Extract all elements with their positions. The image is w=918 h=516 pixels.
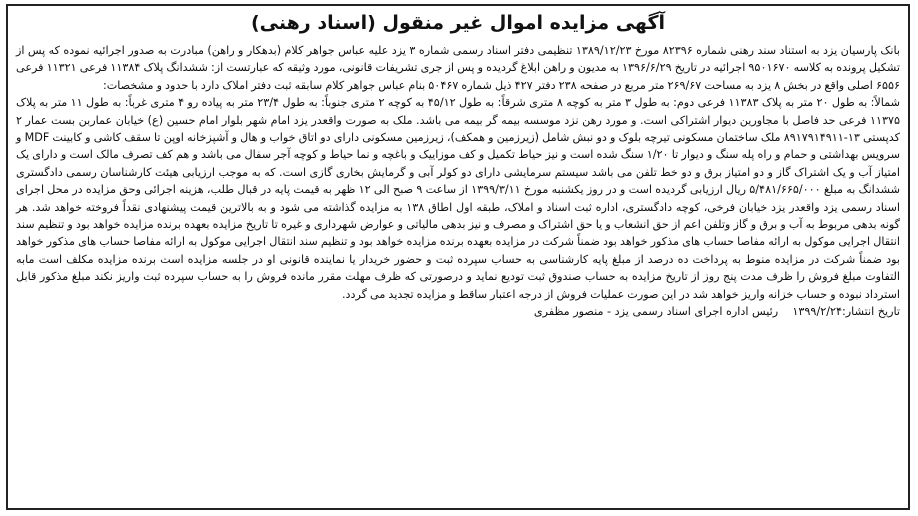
notice-body — [16, 42, 900, 303]
auction-notice — [6, 4, 910, 510]
notice-footer — [16, 303, 900, 320]
notice-title: آگهی مزایده اموال غیر منقول (اسناد رهنی) — [250, 12, 666, 34]
publish-date: ۱۳۹۹/۲/۲۴ — [792, 305, 843, 319]
notice-paragraph-property: بانک پارسیان یزد به استناد سند رهنی شماره ۸۲۳۹۶ مورخ ۱۳۸۹/۱۲/۲۳ تنظیمی دفتر اسناد رسمی شماره ۳ یزد علیه عباس جواهر کلام (بدهکار و راهن) مبادرت به صدور اجرائیه نموده که پس از تشکیل پرونده به کلاسه ۹۵۰۱۶۷۰ اجرائیه در تاریخ ۱۳۹۶/۶/۲۹ به مدیون و راهن ابلاغ گردیده و پس از جری تشریفات قانونی، مورد وثیقه که عبارتست از: ششدانگ پلاک ۱۱۳۸۴ فرعی ۱۱۳۲۱ فرعی ۶۵۵۶ اصلی واقع در بخش ۸ یزد به مساحت ۲۶۹/۶۷ متر مربع در صفحه ۲۳۸ دفتر ۴۲۷ ذیل شماره ۵۰۴۶۷ بنام عباس جواهر کلام سابقه ثبت دفتر املاک دارد با حدود و مشخصات: — [16, 44, 901, 92]
signature: رئیس اداره اجرای اسناد رسمی یزد - منصور مظفری — [533, 305, 779, 319]
notice-paragraph-boundaries: شمالاً: به طول ۲۰ متر به پلاک ۱۱۳۸۳ فرعی دوم: به طول ۳ متر به کوچه ۸ متری شرقاً: به طول ۴۵/۱۲ به کوچه ۲ متری جنوباً: به طول ۲۳/۴ متر به پیاده رو ۴ متری غرباً: به طول ۱۱ متر به پلاک ۱۱۳۷۵ فرعی حد فاصل با مجاورین دیوار اشتراکی است. و مورد رهن نزد موسسه بیمه گر بیمه می باشد. ملک به صورت واقعدر یزد امام شهر بلوار امام حسین (ع) خیابان عماربن بست عمار ۲ کدپستی ۱۳-۸۹۱۷۹۱۴۹۱۱ ملک ساختمان مسکونی تیرچه بلوک و دو نبش شامل (زیرزمین و همکف)، زیرزمین مسکونی دارای دو اتاق خواب و هال و آشپزخانه اوپن تا سقف کاشی و کابینت MDF و سرویس بهداشتی و حمام و راه پله سنگ و دیوار تا ۱/۲۰ سنگ شده است و نیز حیاط تکمیل و کف موزاییک و باغچه و نما حیاط و کوچه آجر سفال می باشد و هم کف تصرف مالک است و دارای یک امتیاز آب و یک اشتراک گاز و دو امتیاز برق و دو خط تلفن می باشد سیستم سرمایشی دارای دو کولر آبی و گرمایش بخاری گازی است. که به موجب ارزیابی هیئت کارشناسان رسمی دادگستری ششدانگ به مبلغ ۵/۴۸۱/۶۶۵/۰۰۰ ریال ارزیابی گردیده است و در روز یکشنبه مورخ ۱۳۹۹/۳/۱۱ از ساعت ۹ صبح الی ۱۲ ظهر به قیمت پایه در قبال طلب، هزینه اجرائی وحق مزایده در محل اجرای اسناد رسمی یزد واقعدر یزد خیابان فرخی، کوچه دادگستری، اداره ثبت اسناد و املاک، طبقه اول اطاق ۱۳۸ به مزایده گذاشته می شود و به بالاترین قیمت پیشنهادی نقداً فروخته خواهد شد. هر گونه بدهی مربوط به آب و برق و گاز وتلفن اعم از حق انشعاب و یا حق اشتراک و مصرف و نیز بدهی مالیاتی و عوارض شهرداری و غیره تا تاریخ مزایده بعهده برنده مزایده خواهد بود و تنظیم سند انتقال اجرایی موکول به ارائه مفاصا حساب های مذکور خواهد بود ضمناً شرکت در مزایده بعهده برنده مزایده خواهد بود و تنظیم سند انتقال اجرایی موکول به ارائه مفاصا حساب های مذکور خواهد بود ضمناً شرکت در مزایده منوط به پرداخت ده درصد از مبلغ پایه کارشناسی به حساب سپرده ثبت و حضور خریدار یا نماینده قانونی او در جلسه مزایده است برنده مزایده مکلف است مابه التفاوت مبلغ فروش را ظرف مدت پنج روز از تاریخ مزایده به حساب صندوق ثبت تودیع نماید و درصورتی که ظرف مهلت مقرر مانده فروش را به حساب سپرده ثبت واریز نکند مبلغ مذکور قابل استرداد نبوده و حساب خزانه واریز خواهد شد در این صورت عملیات فروش از درجه اعتبار ساقط و مزایده تجدید می گردد. — [16, 96, 901, 301]
publish-date-label: تاریخ انتشار: — [842, 305, 900, 319]
